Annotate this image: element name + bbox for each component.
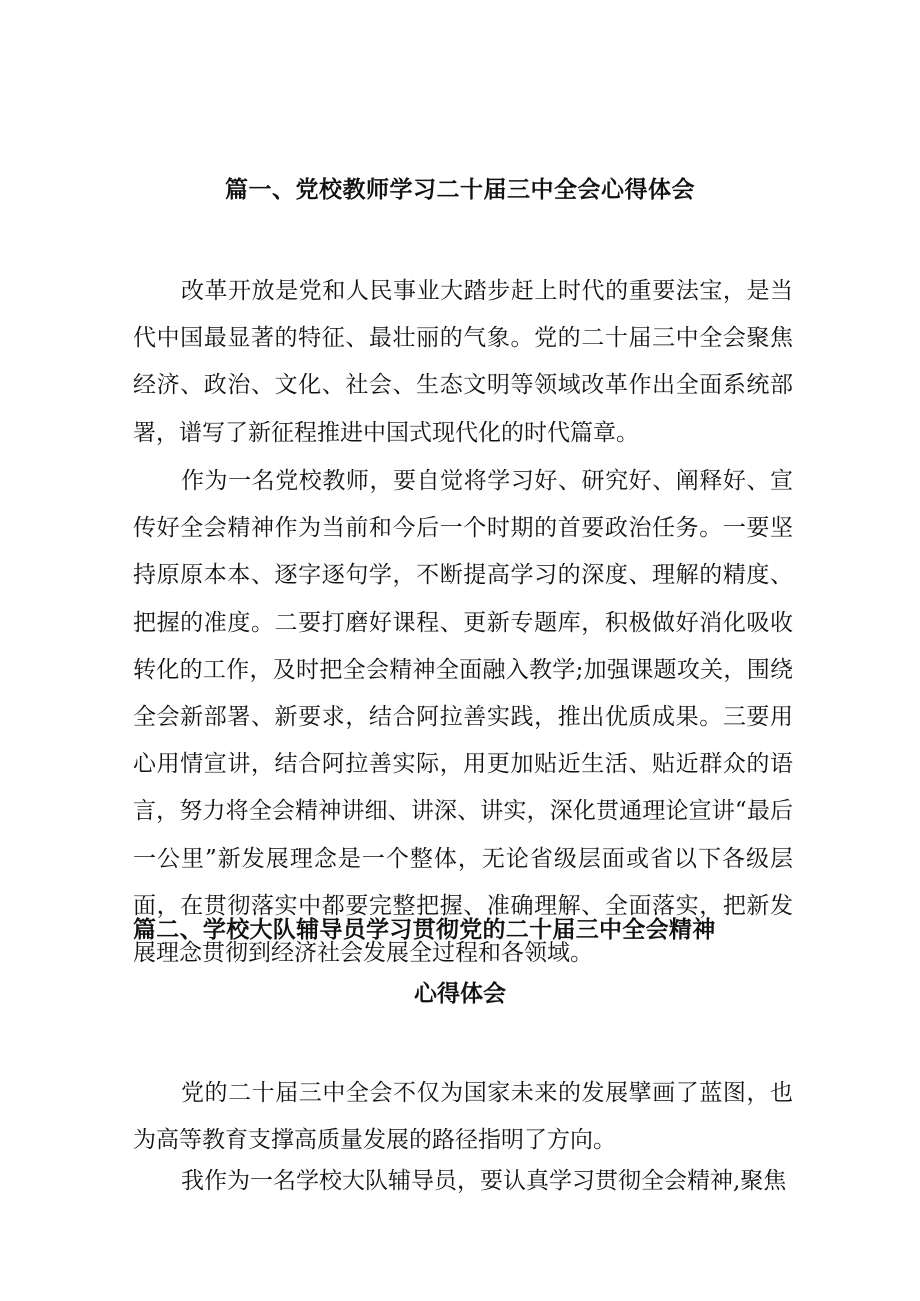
section2-title-line1: 篇二、学校大队辅导员学习贯彻党的二十届三中全会精神: [133, 916, 716, 943]
section2-paragraph-1: 党的二十届三中全会不仅为国家未来的发展擘画了蓝图，也为高等教育支撑高质量发展的路径指明了方向。: [133, 1080, 793, 1154]
section1-paragraph-2: 作为一名党校教师，要自觉将学习好、研究好、阐释好、宣传好全会精神作为当前和今后一个时期的首要政治任务。一要坚持原原本本、逐字逐句学，不断提高学习的深度、理解的精度、把握的准度。二要打磨好课程、更新专题库，积极做好消化吸收转化的工作，及时把全会精神全面融入教学;加强课题攻关，围绕全会新部署、新要求，结合阿拉善实践，推出优质成果。三要用心用情宣讲，结合阿拉善实际，用更加贴近生活、贴近群众的语言，努力将全会精神讲细、讲深、讲实，深化贯通理论宣讲“最后一公里”新发展理念是一个整体，无论省级层面或省以下各级层面，在贯彻落实中都要完整把握、准确理解、全面落实，把新发展理念贯彻到经济社会发展全过程和各领域。: [133, 468, 793, 967]
section2-title-line2: 心得体会: [414, 980, 506, 1007]
section1-title: 篇一、党校教师学习二十届三中全会心得体会: [225, 176, 695, 203]
section1-paragraph-1: 改革开放是党和人民事业大踏步赶上时代的重要法宝，是当代中国最显著的特征、最壮丽的气象。党的二十届三中全会聚焦经济、政治、文化、社会、生态文明等领域改革作出全面系统部署，谱写了新征程推进中国式现代化的时代篇章。: [133, 278, 793, 446]
section2-paragraph-2: 我作为一名学校大队辅导员，要认真学习贯彻全会精神,聚焦: [181, 1168, 787, 1194]
